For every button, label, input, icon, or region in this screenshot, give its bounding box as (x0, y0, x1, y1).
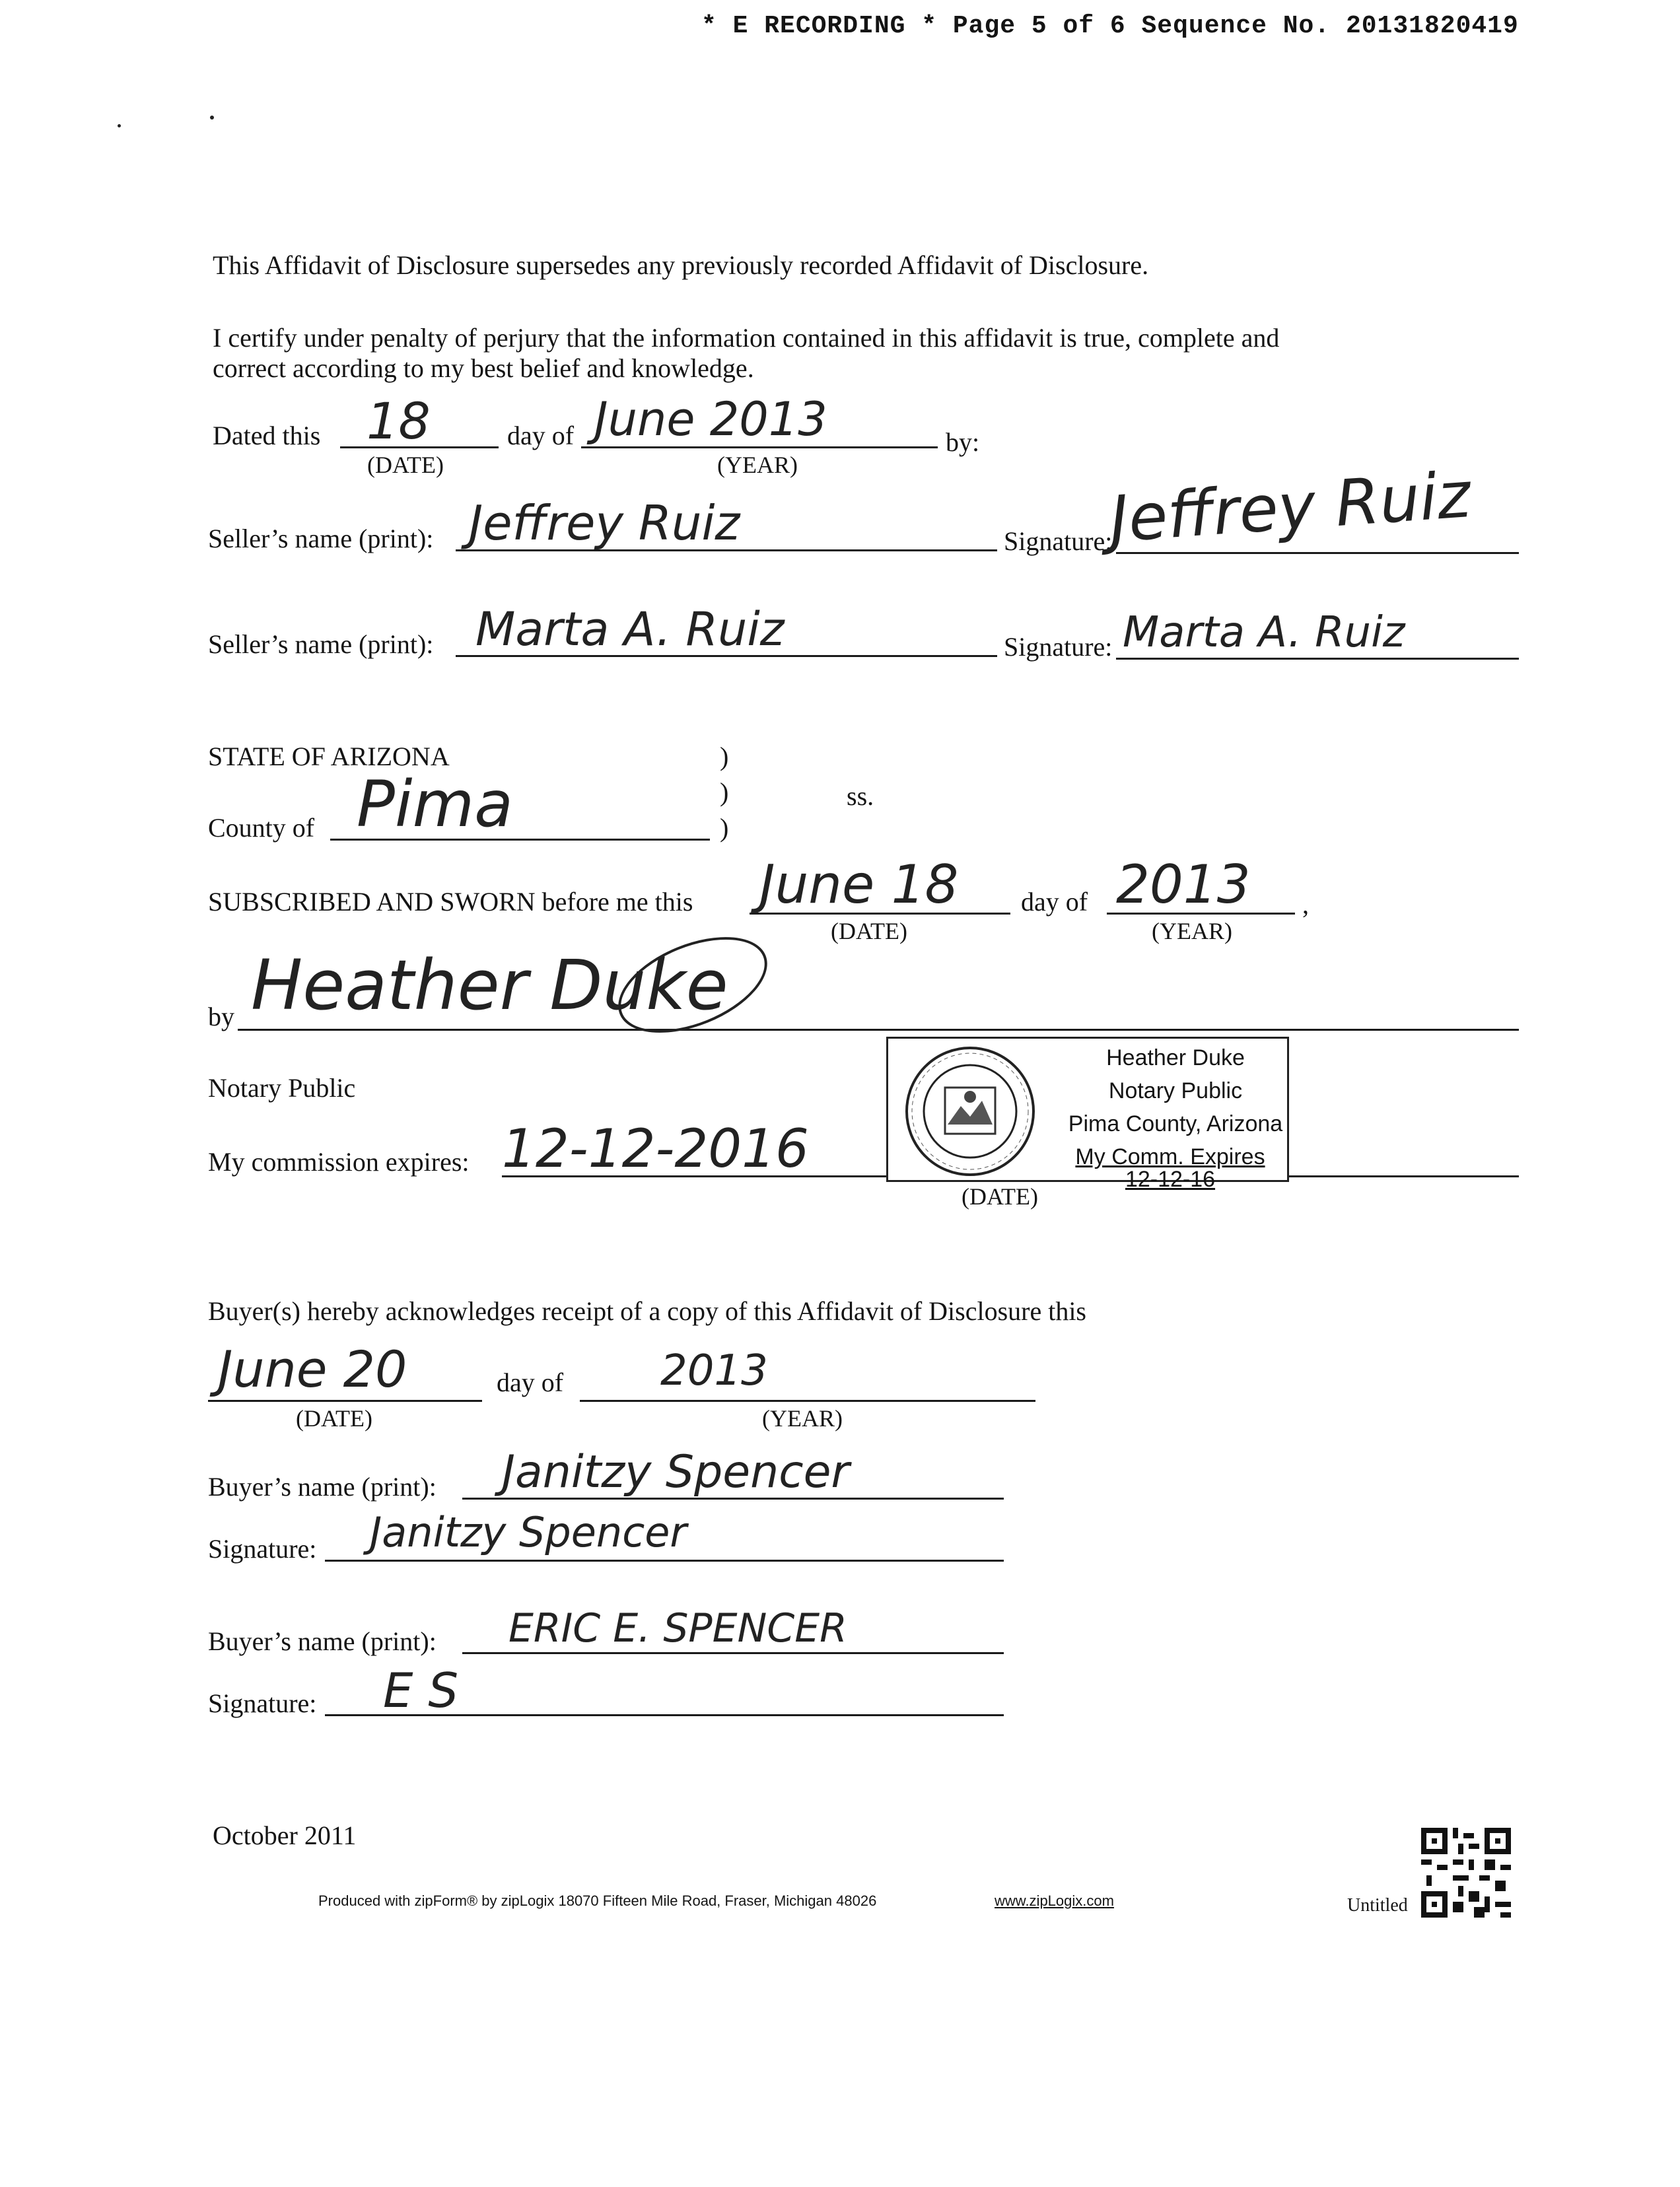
seller-1-signature-line (1116, 552, 1519, 554)
sworn-year-caption: (YEAR) (1152, 918, 1232, 944)
sworn-comma: , (1302, 889, 1309, 919)
by-notary-label: by (208, 1002, 234, 1031)
paren-3: ) (720, 813, 729, 843)
buyer-1-signature-line (325, 1560, 1004, 1562)
notary-signature-line (238, 1029, 1519, 1031)
stamp-name: Heather Duke (1106, 1045, 1245, 1070)
sworn-date-caption: (DATE) (831, 918, 907, 944)
seller-2-signature-label: Signature: (1004, 632, 1113, 662)
supersedes-statement: This Affidavit of Disclosure supersedes any previously recorded Affidavit of Disclosure. (213, 250, 1149, 280)
untitled-label: Untitled (1347, 1895, 1408, 1916)
scan-speck (210, 116, 214, 120)
buyer-year-line (580, 1400, 1035, 1402)
certify-statement-line1: I certify under penalty of perjury that the information contained in this affidavit is true, complete and (213, 323, 1280, 353)
sworn-year-handwriting: 2013 (1116, 854, 1251, 915)
notary-public-label: Notary Public (208, 1073, 356, 1103)
seller-1-signature: Jeffrey Ruiz (1107, 458, 1473, 557)
notary-signature: Heather Duke (251, 945, 728, 1025)
buyer-1-name-label: Buyer’s name (print): (208, 1472, 437, 1502)
buyer-2-signature: E S (383, 1663, 459, 1718)
sworn-day-of-label: day of (1021, 887, 1088, 917)
dated-month-year-handwriting: June 2013 (594, 392, 827, 446)
notary-stamp (886, 1037, 1289, 1192)
seller-2-name-label: Seller’s name (print): (208, 629, 434, 659)
buyer-2-signature-label: Signature: (208, 1688, 317, 1718)
seller-2-signature: Marta A. Ruiz (1123, 608, 1405, 657)
county-label: County of (208, 813, 315, 843)
commission-caption: (DATE) (962, 1183, 1038, 1210)
stamp-expires: My Comm. Expires 12-12-16 (1075, 1144, 1265, 1192)
dated-label: Dated this (213, 421, 321, 450)
dated-year-line (581, 446, 938, 448)
buyer-year-handwriting: 2013 (660, 1346, 768, 1395)
buyer-1-signature-label: Signature: (208, 1534, 317, 1564)
buyer-day-of-label: day of (497, 1368, 564, 1397)
dated-year-caption: (YEAR) (717, 452, 798, 478)
produced-by-line: Produced with zipForm® by zipLogix 18070 Fifteen Mile Road, Fraser, Michigan 48026 (318, 1892, 877, 1909)
by-label: by: (946, 427, 980, 457)
stamp-county: Pima County, Arizona (1068, 1111, 1283, 1136)
dated-date-caption: (DATE) (367, 452, 444, 478)
sworn-label: SUBSCRIBED AND SWORN before me this (208, 887, 693, 917)
stamp-title: Notary Public (1108, 1078, 1243, 1103)
recording-header: * E RECORDING * Page 5 of 6 Sequence No. 20131820419 (701, 12, 1519, 40)
buyer-year-caption: (YEAR) (762, 1405, 843, 1432)
paren-2: ) (720, 777, 729, 807)
commission-handwriting: 12-12-2016 (502, 1118, 809, 1179)
seller-2-name-handwriting: Marta A. Ruiz (475, 602, 785, 656)
buyer-2-name-line (462, 1652, 1004, 1654)
seller-1-name-label: Seller’s name (print): (208, 524, 434, 553)
buyer-2-name-label: Buyer’s name (print): (208, 1626, 437, 1656)
buyer-1-name-handwriting: Janitzy Spencer (502, 1446, 850, 1498)
buyer-1-signature: Janitzy Spencer (370, 1508, 687, 1556)
seller-2-signature-line (1116, 658, 1519, 660)
seller-1-signature-label: Signature: (1004, 526, 1113, 556)
seller-1-name-handwriting: Jeffrey Ruiz (469, 495, 740, 551)
county-handwriting: Pima (357, 767, 513, 841)
buyer-acknowledge-statement: Buyer(s) hereby acknowledges receipt of a copy of this Affidavit of Disclosure this (208, 1296, 1086, 1326)
ziplogix-link[interactable]: www.zipLogix.com (995, 1892, 1114, 1909)
commission-label: My commission expires: (208, 1147, 470, 1177)
sworn-date-handwriting: June 18 (759, 854, 959, 915)
buyer-date-caption: (DATE) (296, 1405, 372, 1432)
day-of-label: day of (507, 421, 575, 450)
certify-statement-line2: correct according to my best belief and knowledge. (213, 353, 754, 383)
buyer-date-handwriting: June 20 (218, 1340, 407, 1399)
qr-code-icon (1421, 1828, 1511, 1918)
buyer-2-name-handwriting: ERIC E. SPENCER (508, 1605, 847, 1651)
state-seal-icon (897, 1040, 1043, 1182)
ss-label: ss. (847, 781, 874, 811)
signature-flourish (605, 918, 781, 1052)
buyer-date-line (208, 1400, 482, 1402)
paren-1: ) (720, 742, 729, 771)
dated-date-handwriting: 18 (367, 392, 431, 450)
scan-speck (118, 124, 121, 127)
form-date: October 2011 (213, 1821, 357, 1850)
state-label: STATE OF ARIZONA (208, 742, 450, 771)
